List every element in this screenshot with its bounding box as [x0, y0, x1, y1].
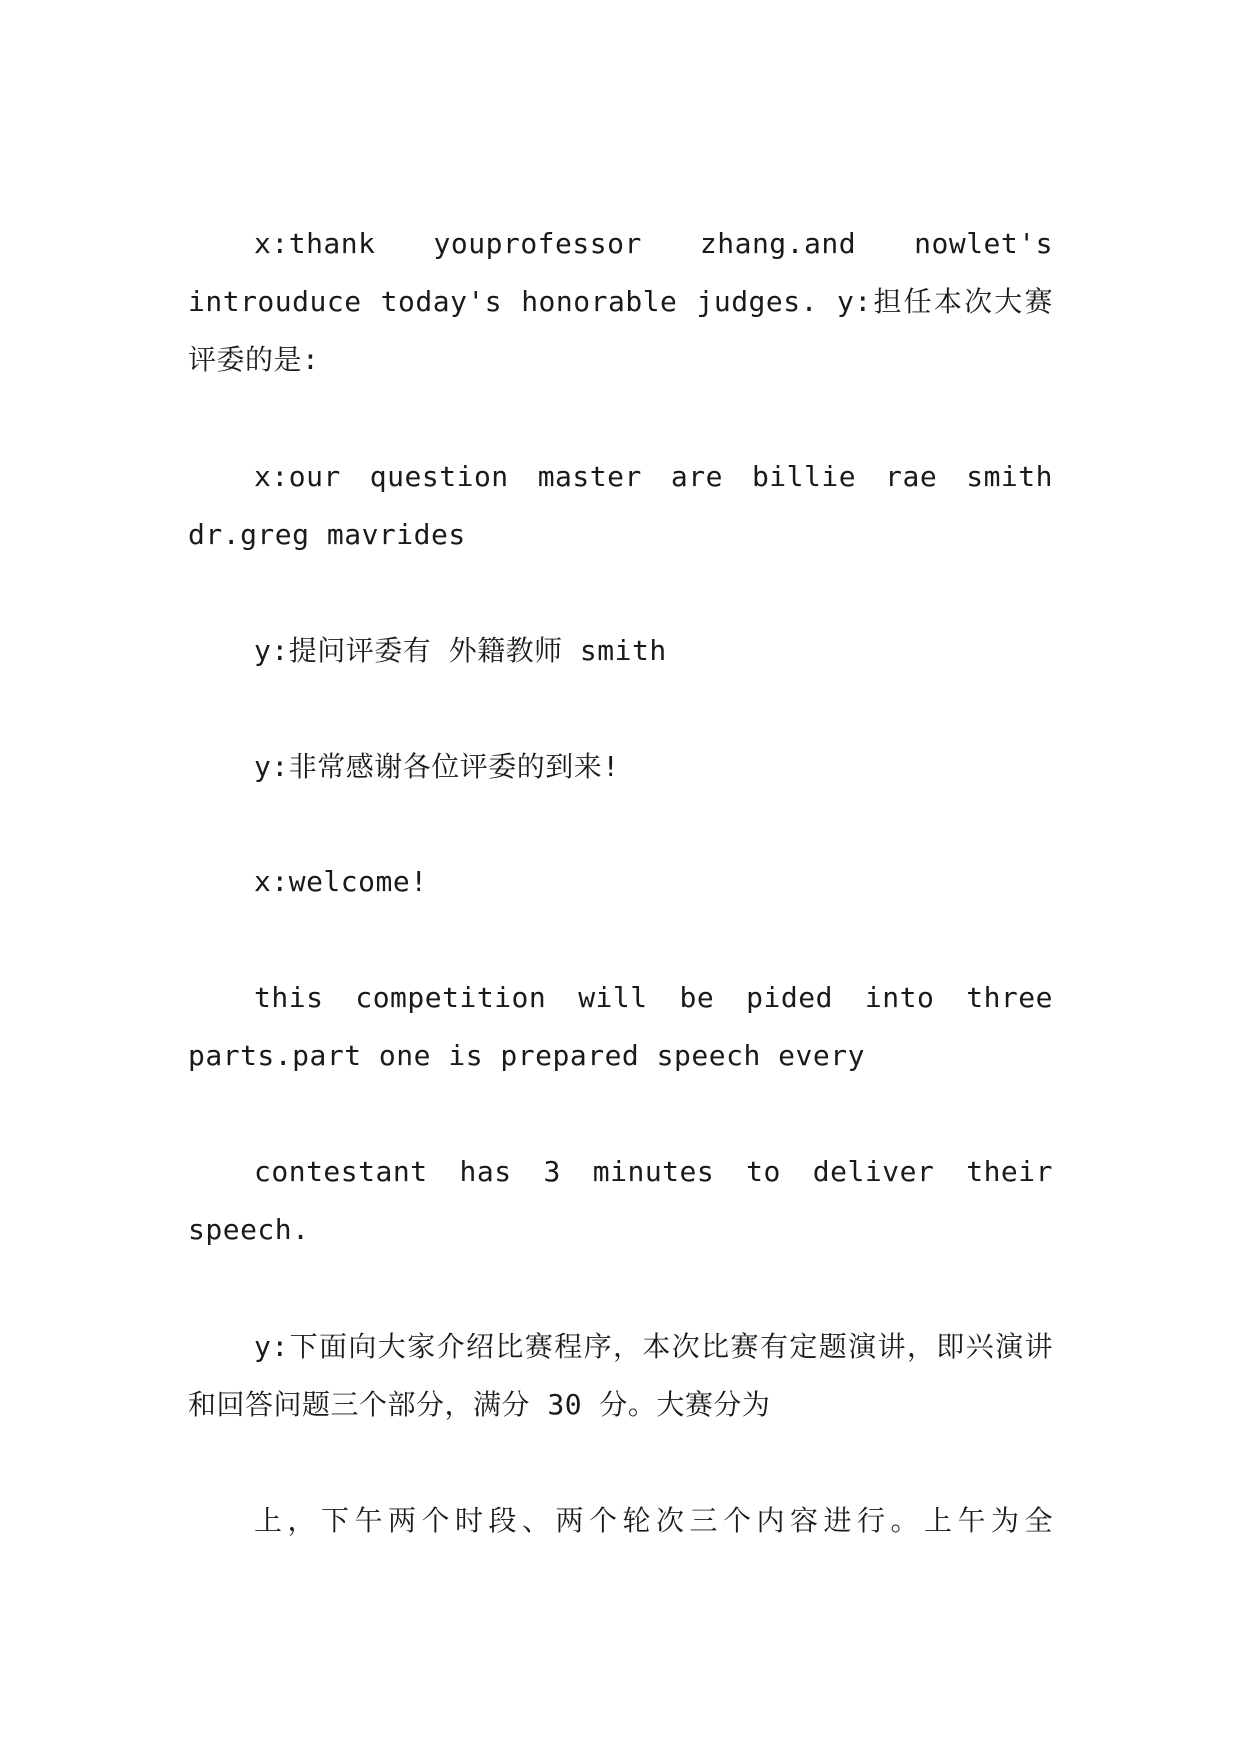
- paragraph-procedure-cn: y:下面向大家介绍比赛程序，本次比赛有定题演讲，即兴演讲和回答问题三个部分，满分 30 分。大赛分为: [188, 1330, 1053, 1421]
- paragraph-competition-parts: this competition will be pided into three parts.part one is prepared speech every: [188, 981, 1053, 1072]
- paragraph-judges-intro: x:thank youprofessor zhang.and nowlet's introuduce today's honorable judges. y:担任本次大赛评委的是:: [188, 227, 1053, 376]
- paragraph-welcome: x:welcome!: [254, 865, 428, 898]
- paragraph-thanks-judges-cn: y:非常感谢各位评委的到来!: [254, 750, 620, 783]
- paragraph-contestant-time: contestant has 3 minutes to deliver their speech.: [188, 1155, 1053, 1246]
- paragraph-question-masters: x:our question master are billie rae smith dr.greg mavrides: [188, 460, 1053, 551]
- paragraph-schedule-cn: 上，下午两个时段、两个轮次三个内容进行。上午为全: [254, 1504, 1053, 1537]
- paragraph-question-judges-cn: y:提问评委有 外籍教师 smith: [254, 634, 667, 667]
